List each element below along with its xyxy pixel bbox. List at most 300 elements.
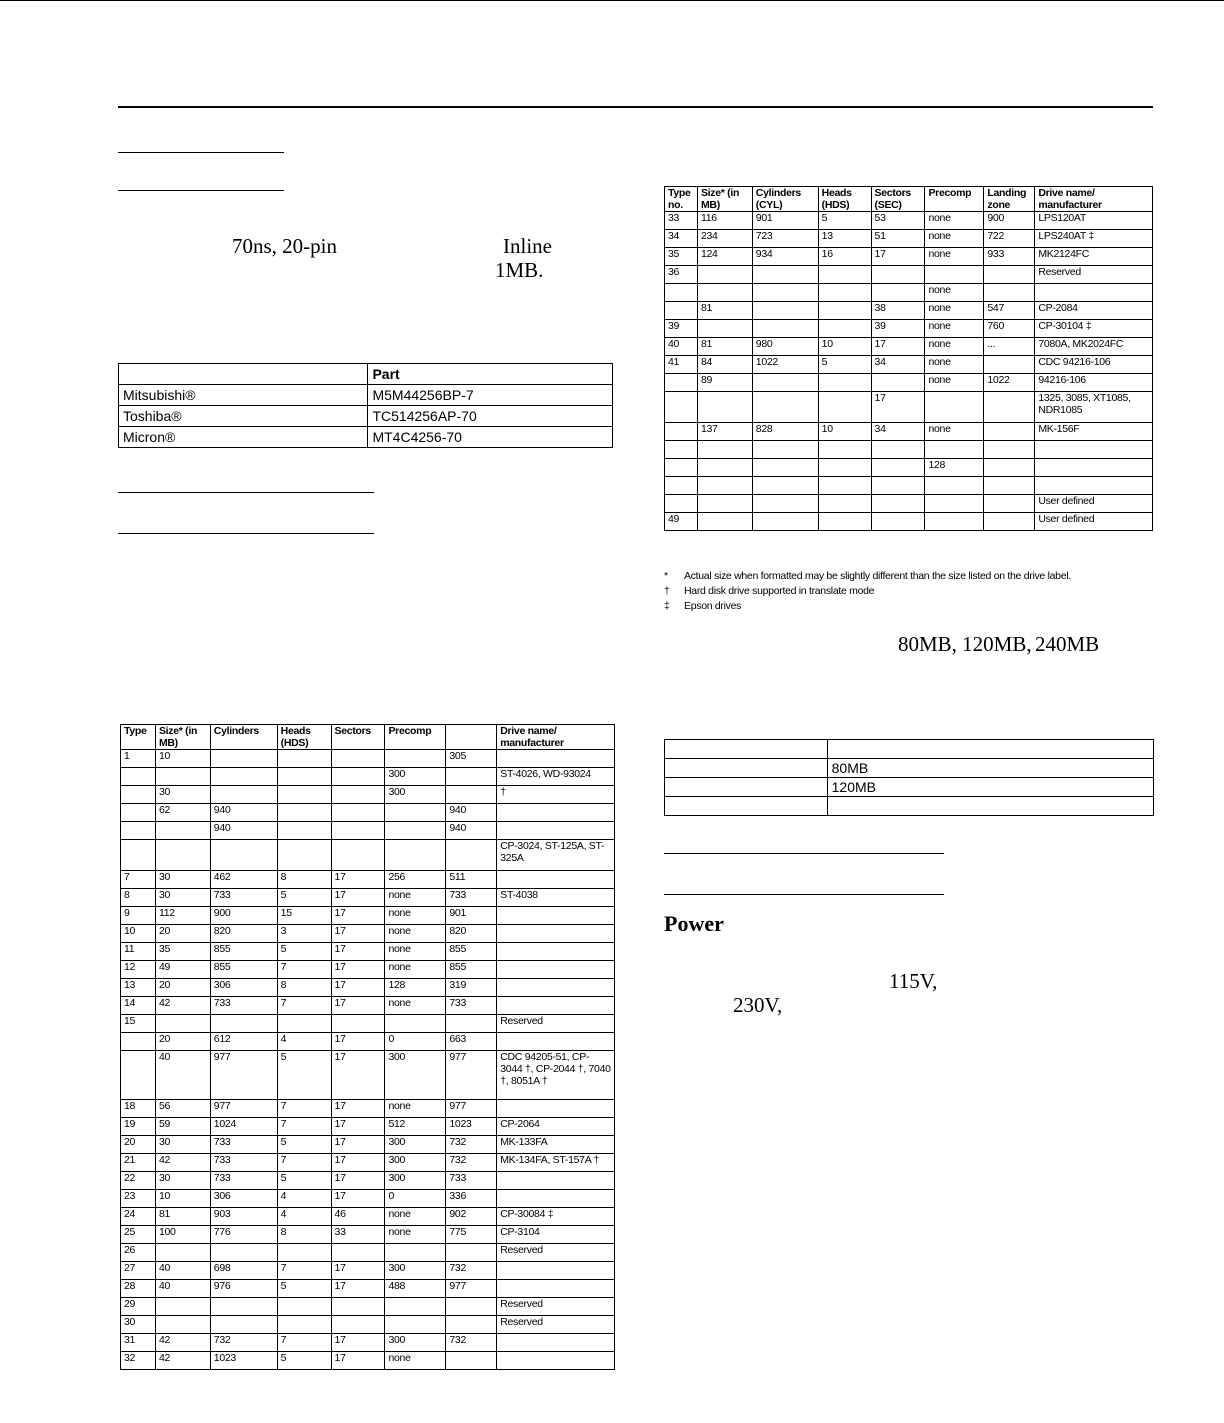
table-cell: 51 <box>871 230 925 248</box>
table-cell: 980 <box>752 338 818 356</box>
table-cell: 10 <box>818 423 871 441</box>
table-cell <box>497 961 615 979</box>
table-cell <box>446 1244 497 1262</box>
table-cell: 5 <box>277 1136 331 1154</box>
column-header: Sectors <box>331 725 385 750</box>
table-cell: 977 <box>446 1100 497 1118</box>
table-cell <box>818 302 871 320</box>
table-cell: 100 <box>155 1226 210 1244</box>
table-cell: 15 <box>121 1015 156 1033</box>
table-cell <box>1035 284 1153 302</box>
table-cell <box>446 1316 497 1334</box>
table-cell: 775 <box>446 1226 497 1244</box>
table-cell: Reserved <box>497 1015 615 1033</box>
table-cell: 36 <box>665 266 698 284</box>
table-cell <box>331 750 385 768</box>
table-cell: 31 <box>121 1334 156 1352</box>
section-heading-power: Power <box>664 911 724 936</box>
table-cell <box>665 495 698 513</box>
drive-type-table-left <box>120 724 615 1370</box>
table-cell: 5 <box>277 1280 331 1298</box>
table-cell: User defined <box>1035 495 1153 513</box>
table-cell <box>665 740 828 759</box>
table-cell: ST-4038 <box>497 889 615 907</box>
table-cell: 25 <box>121 1226 156 1244</box>
table-cell <box>818 477 871 495</box>
table-cell: CDC 94205-51, CP-3044 †, CP-2044 †, 7040 †, 8051A † <box>497 1051 615 1100</box>
table-cell <box>752 392 818 423</box>
table-cell <box>155 822 210 840</box>
table-cell: 977 <box>210 1051 277 1100</box>
footnote-text: Epson drives <box>684 600 742 612</box>
table-cell <box>277 1244 331 1262</box>
table-cell <box>446 1352 497 1370</box>
table-cell: 40 <box>665 338 698 356</box>
table-cell: 42 <box>155 1334 210 1352</box>
table-cell: 16 <box>818 248 871 266</box>
body-text-voltage-1: 115V, <box>889 969 938 993</box>
table-cell <box>665 778 828 797</box>
table-cell <box>1035 459 1153 477</box>
table-cell: 35 <box>665 248 698 266</box>
table-cell: 120MB <box>827 778 1153 797</box>
table-cell: 17 <box>331 1280 385 1298</box>
table-cell <box>697 392 752 423</box>
table-cell: 7 <box>277 1334 331 1352</box>
table-cell <box>497 822 615 840</box>
table-cell: 128 <box>385 979 446 997</box>
table-cell: CP-3104 <box>497 1226 615 1244</box>
table-row <box>665 374 1153 392</box>
table-cell <box>210 1244 277 1262</box>
table-cell <box>871 513 925 531</box>
table-row <box>121 1226 615 1244</box>
table-cell <box>665 797 828 816</box>
table-cell <box>497 804 615 822</box>
table-cell <box>925 392 984 423</box>
table-cell: 56 <box>155 1100 210 1118</box>
section-rule <box>118 492 374 493</box>
table-cell <box>121 1051 156 1100</box>
table-cell <box>331 1244 385 1262</box>
table-cell: 33 <box>331 1226 385 1244</box>
table-header-row <box>119 364 613 385</box>
table-cell <box>385 1298 446 1316</box>
table-cell <box>984 356 1035 374</box>
column-header: Drive name/ manufacturer <box>1035 187 1153 212</box>
table-cell: 49 <box>665 513 698 531</box>
table-cell: 940 <box>446 822 497 840</box>
table-cell: none <box>925 248 984 266</box>
table-cell <box>925 266 984 284</box>
table-cell: 300 <box>385 768 446 786</box>
table-cell: none <box>385 943 446 961</box>
column-header: Size* (in MB) <box>697 187 752 212</box>
table-row <box>665 266 1153 284</box>
table-cell: 733 <box>446 889 497 907</box>
table-cell: 1 <box>121 750 156 768</box>
table-cell: 20 <box>155 979 210 997</box>
table-cell: 256 <box>385 871 446 889</box>
table-row <box>665 513 1153 531</box>
table-cell: 10 <box>155 1190 210 1208</box>
table-cell: 732 <box>446 1334 497 1352</box>
table-cell <box>331 768 385 786</box>
table-cell <box>446 786 497 804</box>
body-text-size: 1MB. <box>495 258 544 282</box>
table-cell: 901 <box>752 212 818 230</box>
table-cell: 977 <box>446 1051 497 1100</box>
table-cell <box>984 266 1035 284</box>
table-cell: 17 <box>331 943 385 961</box>
table-cell: none <box>925 212 984 230</box>
table-cell: 128 <box>925 459 984 477</box>
table-cell: 612 <box>210 1033 277 1051</box>
table-cell: † <box>497 786 615 804</box>
column-header: Heads (HDS) <box>818 187 871 212</box>
table-cell: 977 <box>446 1280 497 1298</box>
table-cell: 7 <box>121 871 156 889</box>
table-cell: 977 <box>210 1100 277 1118</box>
table-cell: 33 <box>665 212 698 230</box>
table-cell <box>752 459 818 477</box>
table-row <box>665 441 1153 459</box>
table-header-row <box>121 725 615 750</box>
table-cell: 8 <box>277 979 331 997</box>
table-cell: 7 <box>277 1100 331 1118</box>
table-cell: 5 <box>277 1172 331 1190</box>
table-cell: 29 <box>121 1298 156 1316</box>
table-cell <box>871 495 925 513</box>
table-row <box>121 840 615 871</box>
table-cell <box>665 374 698 392</box>
table-cell: 902 <box>446 1208 497 1226</box>
table-cell: 21 <box>121 1154 156 1172</box>
table-cell: 81 <box>155 1208 210 1226</box>
table-cell: 40 <box>155 1051 210 1100</box>
table-cell <box>697 459 752 477</box>
table-cell: 855 <box>446 943 497 961</box>
table-row <box>119 385 613 406</box>
table-cell: 933 <box>984 248 1035 266</box>
table-cell: 5 <box>277 889 331 907</box>
table-cell: none <box>385 925 446 943</box>
table-cell: 3 <box>277 925 331 943</box>
table-cell: ... <box>984 338 1035 356</box>
table-cell: 62 <box>155 804 210 822</box>
table-cell: 305 <box>446 750 497 768</box>
table-row <box>121 804 615 822</box>
table-cell: none <box>925 374 984 392</box>
table-cell: 17 <box>331 907 385 925</box>
table-cell <box>1035 441 1153 459</box>
table-cell <box>497 1280 615 1298</box>
table-cell <box>210 1015 277 1033</box>
table-cell: 34 <box>665 230 698 248</box>
table-cell: 94216-106 <box>1035 374 1153 392</box>
table-cell <box>155 768 210 786</box>
table-cell: 7 <box>277 1262 331 1280</box>
table-cell <box>818 392 871 423</box>
table-cell: 7 <box>277 1118 331 1136</box>
table-cell <box>984 423 1035 441</box>
table-cell <box>871 266 925 284</box>
table-cell: 300 <box>385 1051 446 1100</box>
manufacturer-cell: Mitsubishi® <box>119 385 368 406</box>
table-cell: none <box>385 1208 446 1226</box>
table-cell: 11 <box>121 943 156 961</box>
table-cell: 234 <box>697 230 752 248</box>
table-cell: 17 <box>331 1100 385 1118</box>
table-row <box>121 1136 615 1154</box>
table-cell: 8 <box>277 1226 331 1244</box>
table-cell: 7 <box>277 997 331 1015</box>
table-cell <box>497 943 615 961</box>
table-cell <box>871 441 925 459</box>
top-border-line <box>0 0 1224 1</box>
table-row <box>665 302 1153 320</box>
table-cell: 17 <box>331 925 385 943</box>
table-cell <box>697 320 752 338</box>
table-cell: 722 <box>984 230 1035 248</box>
table-cell: 27 <box>121 1262 156 1280</box>
table-row <box>121 1015 615 1033</box>
table-cell: 32 <box>121 1352 156 1370</box>
table-cell: 934 <box>752 248 818 266</box>
table-row <box>665 778 1154 797</box>
table-cell <box>331 1015 385 1033</box>
table-cell: 137 <box>697 423 752 441</box>
table-cell: none <box>385 889 446 907</box>
table-cell: LPS240AT ‡ <box>1035 230 1153 248</box>
table-cell: 18 <box>121 1100 156 1118</box>
table-row <box>665 797 1154 816</box>
table-cell: 4 <box>277 1208 331 1226</box>
table-cell <box>385 1244 446 1262</box>
manufacturer-cell: Micron® <box>119 427 368 448</box>
body-text-drive-sizes: 80MB, 120MB, <box>898 632 1032 656</box>
table-cell: 1024 <box>210 1118 277 1136</box>
table-cell: 89 <box>697 374 752 392</box>
table-row <box>665 495 1153 513</box>
table-cell: 17 <box>331 889 385 907</box>
table-cell <box>155 840 210 871</box>
table-cell: none <box>385 907 446 925</box>
table-cell: 112 <box>155 907 210 925</box>
table-cell: none <box>925 356 984 374</box>
table-cell: 300 <box>385 1154 446 1172</box>
table-cell <box>497 871 615 889</box>
table-cell <box>665 759 828 778</box>
table-cell: MK-134FA, ST-157A † <box>497 1154 615 1172</box>
table-cell: 116 <box>697 212 752 230</box>
table-cell: 900 <box>984 212 1035 230</box>
table-row <box>121 979 615 997</box>
table-cell: 900 <box>210 907 277 925</box>
table-cell: 39 <box>871 320 925 338</box>
table-cell: Reserved <box>497 1316 615 1334</box>
table-cell: 14 <box>121 997 156 1015</box>
table-cell: 17 <box>331 1352 385 1370</box>
table-cell: none <box>385 997 446 1015</box>
table-cell <box>497 925 615 943</box>
table-cell: 30 <box>121 1316 156 1334</box>
table-cell: 38 <box>871 302 925 320</box>
table-cell: 28 <box>121 1280 156 1298</box>
table-cell: none <box>925 338 984 356</box>
table-cell: 723 <box>752 230 818 248</box>
table-cell: 5 <box>277 943 331 961</box>
table-cell: 760 <box>984 320 1035 338</box>
table-cell: 828 <box>752 423 818 441</box>
column-header: Precomp <box>925 187 984 212</box>
table-cell: Reserved <box>497 1298 615 1316</box>
table-row <box>121 1154 615 1172</box>
table-cell <box>871 374 925 392</box>
table-cell <box>818 284 871 302</box>
table-cell <box>385 804 446 822</box>
table-row <box>665 740 1154 759</box>
table-cell <box>385 822 446 840</box>
table-cell <box>752 374 818 392</box>
section-rule <box>664 853 944 854</box>
table-cell <box>925 477 984 495</box>
table-cell <box>210 840 277 871</box>
column-header: Cylinders (CYL) <box>752 187 818 212</box>
table-cell: CP-30084 ‡ <box>497 1208 615 1226</box>
table-cell <box>497 750 615 768</box>
table-cell <box>697 513 752 531</box>
table-cell <box>277 804 331 822</box>
table-cell: 5 <box>818 212 871 230</box>
column-header: Type <box>121 725 156 750</box>
table-cell <box>210 750 277 768</box>
table-row <box>121 943 615 961</box>
table-cell <box>752 495 818 513</box>
table-cell <box>446 768 497 786</box>
table-row <box>665 759 1154 778</box>
table-cell <box>385 1015 446 1033</box>
table-cell: 855 <box>210 961 277 979</box>
table-cell: 13 <box>121 979 156 997</box>
table-cell: 300 <box>385 1262 446 1280</box>
table-row <box>121 768 615 786</box>
table-row <box>665 423 1153 441</box>
table-cell: 17 <box>331 1136 385 1154</box>
table-cell <box>497 1172 615 1190</box>
table-cell: 336 <box>446 1190 497 1208</box>
table-cell <box>210 1316 277 1334</box>
table-row <box>121 907 615 925</box>
footnote <box>664 600 741 612</box>
table-cell: CP-2064 <box>497 1118 615 1136</box>
footnote-text: Hard disk drive supported in translate mode <box>684 585 875 597</box>
table-row <box>119 406 613 427</box>
table-cell: 732 <box>446 1154 497 1172</box>
table-row <box>121 1172 615 1190</box>
table-row <box>665 230 1153 248</box>
body-text-drive-sizes-2: 240MB <box>1035 632 1100 656</box>
table-cell: 17 <box>331 979 385 997</box>
table-cell <box>697 495 752 513</box>
column-header: Sectors (SEC) <box>871 187 925 212</box>
table-row <box>121 1190 615 1208</box>
table-cell: 10 <box>121 925 156 943</box>
table-cell: User defined <box>1035 513 1153 531</box>
table-cell: none <box>385 961 446 979</box>
table-cell <box>827 797 1153 816</box>
table-cell <box>155 1244 210 1262</box>
section-rule <box>118 190 284 191</box>
table-cell: 903 <box>210 1208 277 1226</box>
table-cell: Reserved <box>497 1244 615 1262</box>
table-cell: 300 <box>385 1334 446 1352</box>
table-cell <box>331 804 385 822</box>
table-cell <box>385 840 446 871</box>
table-row <box>121 1100 615 1118</box>
table-cell <box>818 495 871 513</box>
table-cell: 547 <box>984 302 1035 320</box>
table-cell <box>984 495 1035 513</box>
table-cell: 46 <box>331 1208 385 1226</box>
table-cell: none <box>925 320 984 338</box>
table-cell <box>331 1316 385 1334</box>
table-cell <box>497 1033 615 1051</box>
column-header <box>119 364 368 385</box>
table-row <box>121 1051 615 1100</box>
table-cell: 7 <box>277 961 331 979</box>
table-cell <box>121 822 156 840</box>
table-cell: 23 <box>121 1190 156 1208</box>
table-cell <box>665 459 698 477</box>
body-text-inline: Inline <box>503 234 552 258</box>
table-cell: 0 <box>385 1033 446 1051</box>
table-cell <box>1035 477 1153 495</box>
table-cell <box>665 392 698 423</box>
table-cell: 7080A, MK2024FC <box>1035 338 1153 356</box>
table-row <box>665 320 1153 338</box>
table-cell <box>210 768 277 786</box>
table-cell <box>752 284 818 302</box>
table-header-row <box>665 187 1153 212</box>
table-cell: 35 <box>155 943 210 961</box>
table-row <box>121 871 615 889</box>
table-cell: 10 <box>818 338 871 356</box>
table-cell <box>277 750 331 768</box>
table-cell <box>697 477 752 495</box>
table-row <box>665 459 1153 477</box>
table-cell <box>497 907 615 925</box>
part-number-cell: MT4C4256-70 <box>368 427 613 448</box>
table-cell <box>827 740 1153 759</box>
table-cell: CP-3024, ST-125A, ST-325A <box>497 840 615 871</box>
table-cell <box>446 1298 497 1316</box>
table-cell <box>121 786 156 804</box>
table-cell <box>925 513 984 531</box>
header-rule <box>118 106 1153 108</box>
table-cell <box>277 822 331 840</box>
table-cell: 488 <box>385 1280 446 1298</box>
table-row <box>121 1280 615 1298</box>
memory-parts-table <box>118 363 613 448</box>
table-cell: 9 <box>121 907 156 925</box>
table-cell <box>665 284 698 302</box>
table-cell: MK2124FC <box>1035 248 1153 266</box>
table-cell: 732 <box>446 1136 497 1154</box>
table-row <box>665 212 1153 230</box>
table-cell: 7 <box>277 1154 331 1172</box>
table-row <box>665 338 1153 356</box>
